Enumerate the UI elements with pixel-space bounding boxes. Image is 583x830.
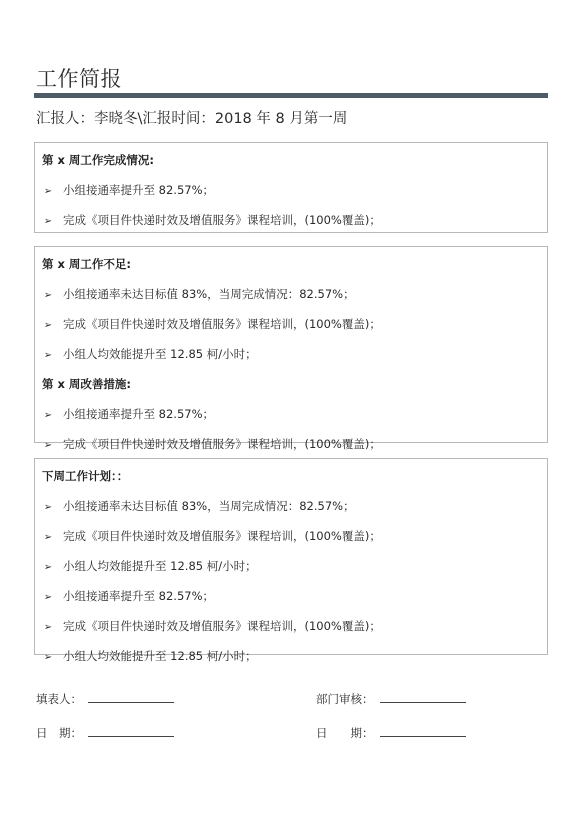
list-item: ➢ 小组接通率提升至 82.57%； <box>35 399 547 429</box>
list-item: ➢ 小组接通率未达目标值 83%，当周完成情况：82.57%； <box>35 491 547 521</box>
list-item: ➢ 完成《项目件快递时效及增值服务》课程培训，(100%覆盖)； <box>35 521 547 551</box>
section-done-title: 第 x 周工作完成情况: <box>42 153 155 167</box>
section-shortfall-title: 第 x 周工作不足: <box>42 257 132 271</box>
page-title: 工作简报 <box>36 67 122 91</box>
list-item: ➢ 小组人均效能提升至 12.85 柯/小时； <box>35 551 547 581</box>
arrow-bullet-icon: ➢ <box>43 622 53 633</box>
date-right-line[interactable] <box>380 726 466 737</box>
list-item: ➢ 小组接通率未达目标值 83%，当周完成情况：82.57%； <box>35 279 547 309</box>
arrow-bullet-icon: ➢ <box>43 440 53 451</box>
arrow-bullet-icon: ➢ <box>43 186 53 197</box>
section-improve-title: 第 x 周改善措施: <box>42 377 132 391</box>
arrow-bullet-icon: ➢ <box>43 410 53 421</box>
arrow-bullet-icon: ➢ <box>43 562 53 573</box>
list-item: ➢ 小组人均效能提升至 12.85 柯/小时； <box>35 641 547 671</box>
list-item: ➢ 完成《项目件快递时效及增值服务》课程培训，(100%覆盖)； <box>35 611 547 641</box>
arrow-bullet-icon: ➢ <box>43 320 53 331</box>
list-item: ➢ 完成《项目件快递时效及增值服务》课程培训，(100%覆盖)； <box>35 429 547 459</box>
arrow-bullet-icon: ➢ <box>43 290 53 301</box>
list-item: ➢ 完成《项目件快递时效及增值服务》课程培训，(100%覆盖)； <box>35 309 547 339</box>
date-right-signature <box>316 725 466 741</box>
arrow-bullet-icon: ➢ <box>43 502 53 513</box>
report-subtitle: 汇报人：李晓冬\汇报时间：2018 年 8 月第一周 <box>36 111 348 127</box>
arrow-bullet-icon: ➢ <box>43 592 53 603</box>
date-right-label: 日 期： <box>316 726 374 740</box>
section-shortfall-box <box>34 246 548 451</box>
list-item: ➢ 完成《项目件快递时效及增值服务》课程培训，(100%覆盖)； <box>35 205 547 235</box>
review-label: 部门审核： <box>316 692 374 706</box>
list-item: ➢ 小组人均效能提升至 12.85 柯/小时； <box>35 339 547 369</box>
section-next-box <box>34 458 548 663</box>
list-item: ➢ 小组接通率提升至 82.57%； <box>35 175 547 205</box>
section-done-box <box>34 142 548 233</box>
arrow-bullet-icon: ➢ <box>43 216 53 227</box>
arrow-bullet-icon: ➢ <box>43 350 53 361</box>
date-left-label: 日 期： <box>36 726 82 740</box>
review-line[interactable] <box>380 692 466 703</box>
filler-label: 填表人： <box>36 692 82 706</box>
arrow-bullet-icon: ➢ <box>43 652 53 663</box>
review-signature <box>316 691 466 707</box>
filler-line[interactable] <box>88 692 174 703</box>
list-item: ➢ 小组接通率提升至 82.57%； <box>35 581 547 611</box>
date-left-signature <box>36 725 174 741</box>
arrow-bullet-icon: ➢ <box>43 532 53 543</box>
date-left-line[interactable] <box>88 726 174 737</box>
section-next-title: 下周工作计划：： <box>42 469 129 483</box>
filler-signature <box>36 691 174 707</box>
title-divider <box>34 93 548 98</box>
